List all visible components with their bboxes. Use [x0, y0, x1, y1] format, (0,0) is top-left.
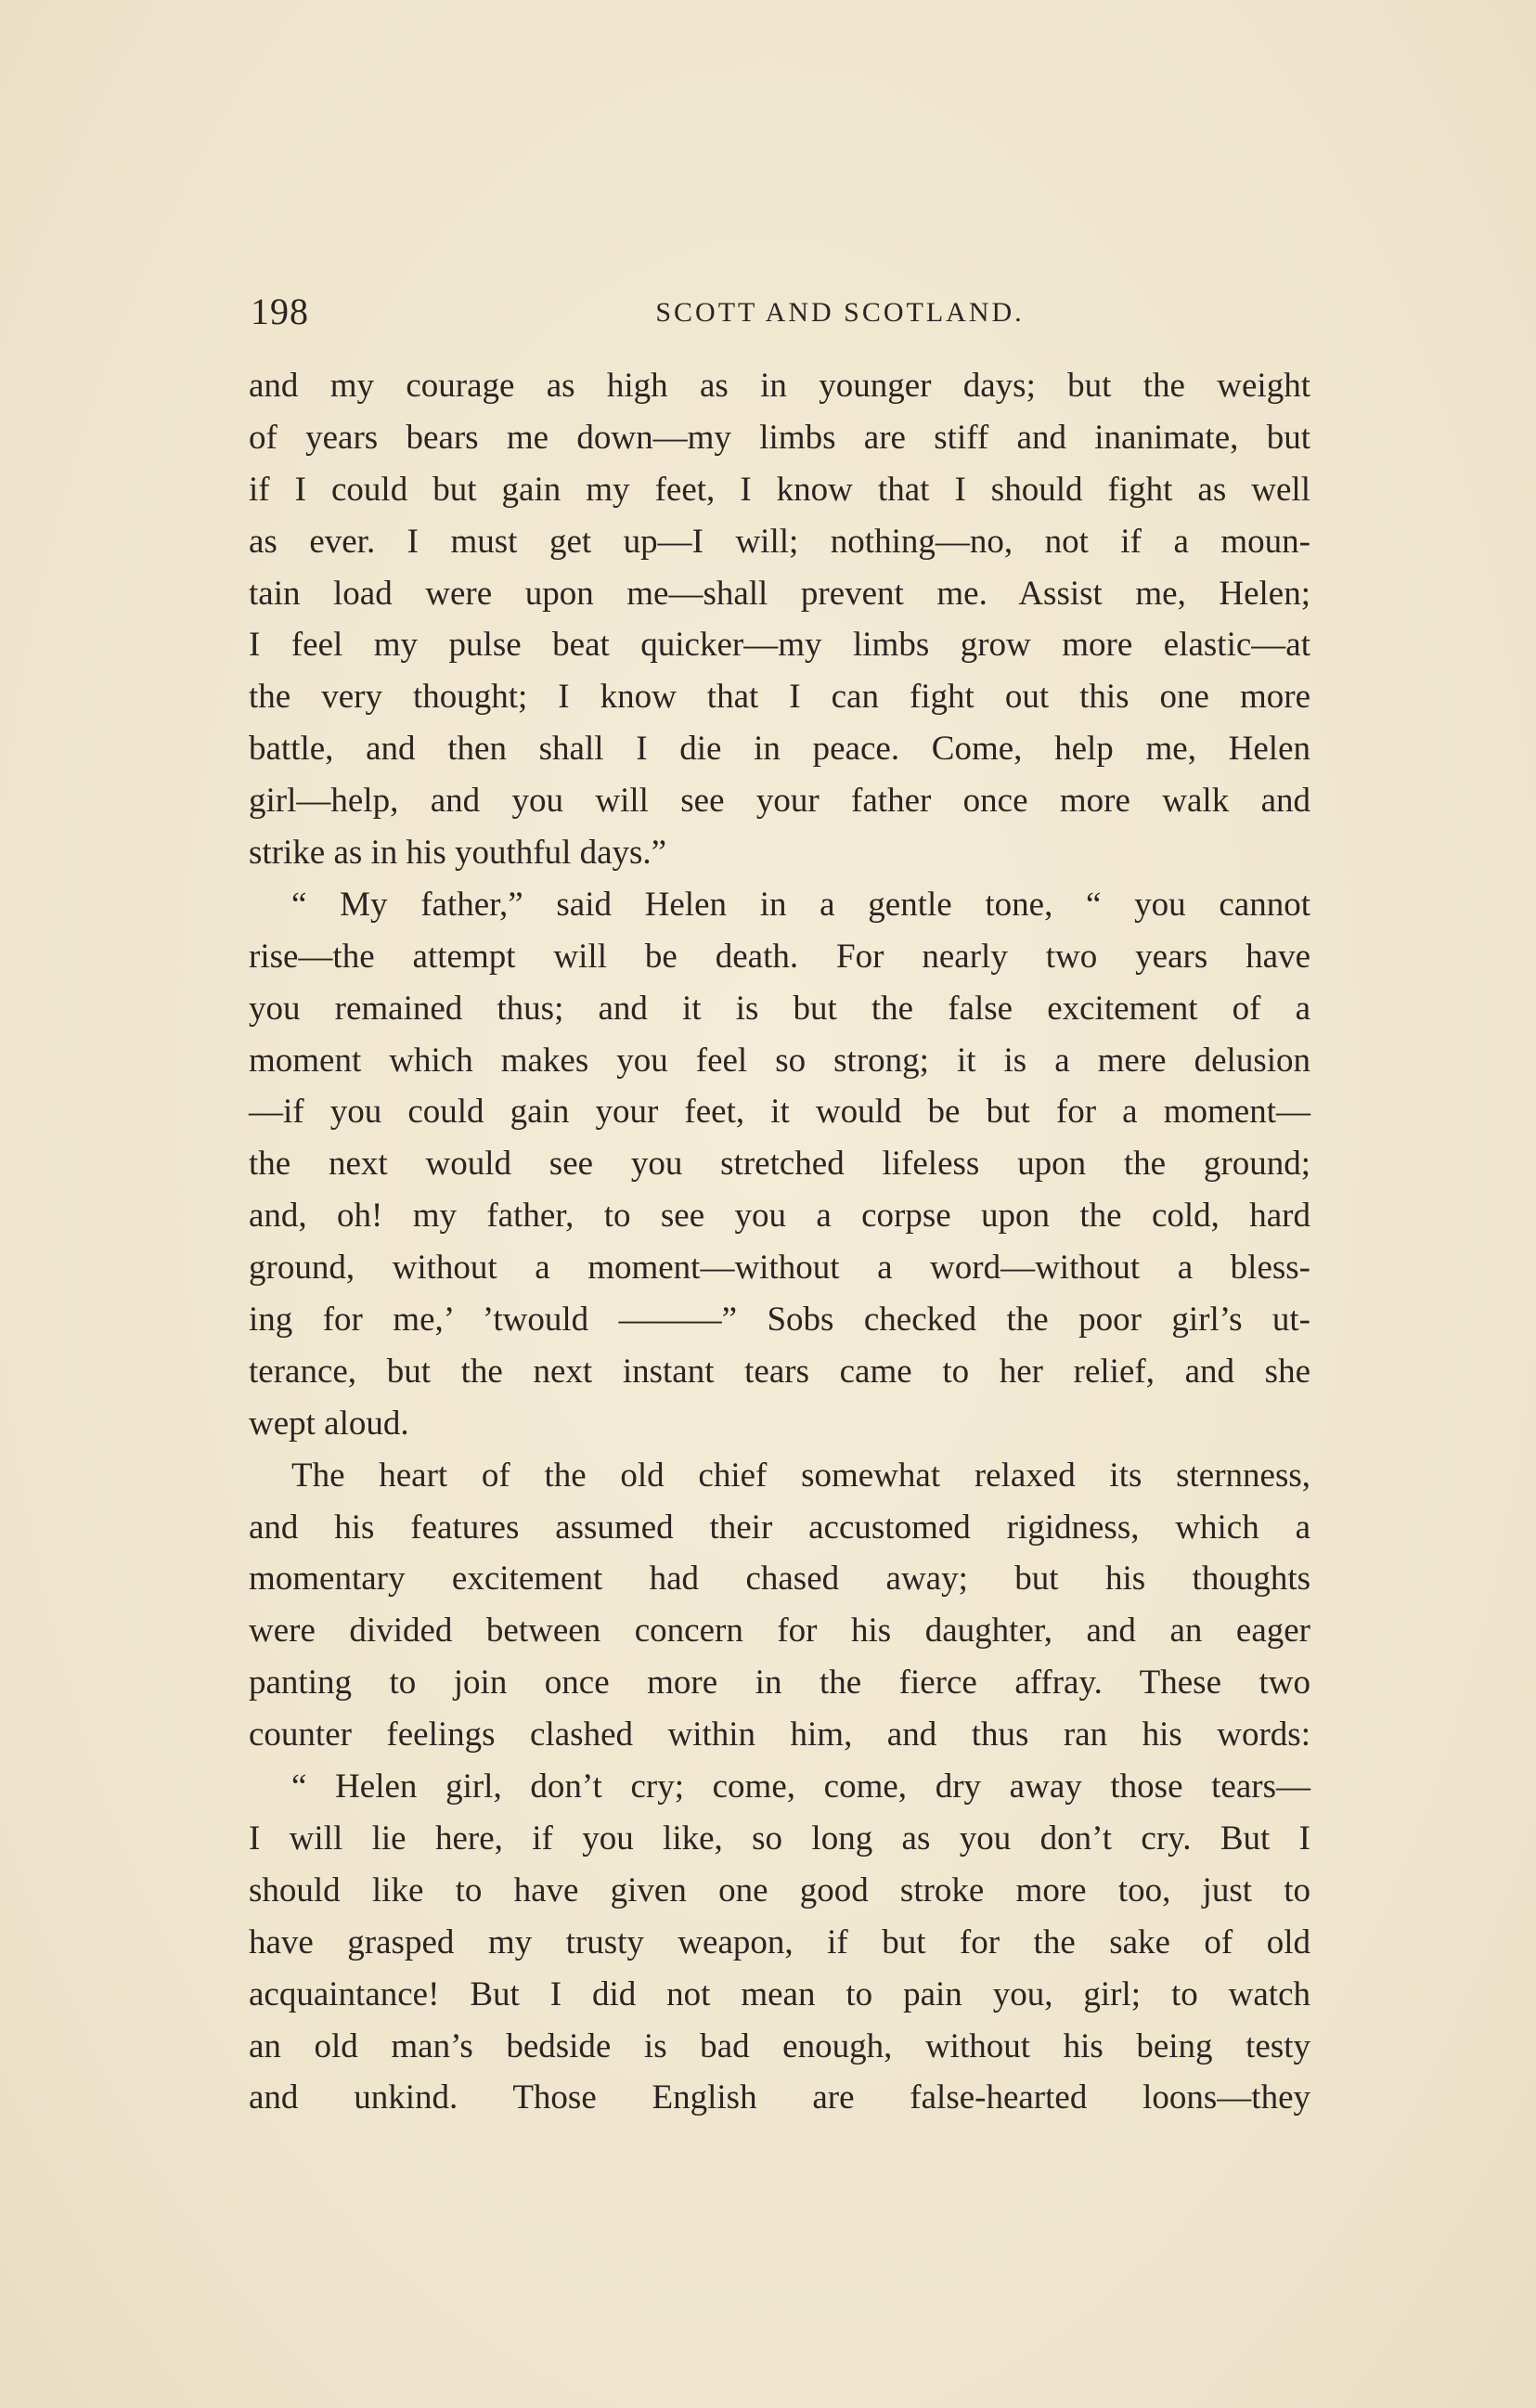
text-line: momentary excitement had chased away; but his thoughts [249, 1560, 1310, 1599]
text-line: counter feelings clashed within him, and thus ran his words: [249, 1715, 1310, 1754]
text-line: I will lie here, if you like, so long as you don’t cry. But I [249, 1819, 1310, 1858]
text-line: should like to have given one good stroke more too, just to [249, 1871, 1310, 1910]
text-line: —if you could gain your feet, it would be but for a moment— [249, 1093, 1310, 1132]
text-line: The heart of the old chief somewhat relaxed its sternness, [291, 1456, 1310, 1495]
text-line: terance, but the next instant tears came to her relief, and she [249, 1352, 1310, 1391]
text-line: strike as in his youthful days.” [249, 834, 667, 873]
text-line: tain load were upon me—shall prevent me. Assist me, Helen; [249, 574, 1310, 613]
text-line: as ever. I must get up—I will; nothing—no, not if a moun- [249, 522, 1310, 561]
text-line: acquaintance! But I did not mean to pain you, girl; to watch [249, 1974, 1310, 2013]
text-line: and, oh! my father, to see you a corpse upon the cold, hard [249, 1197, 1310, 1236]
text-line: and his features assumed their accustomed rigidness, which a [249, 1508, 1310, 1547]
text-line: ing for me,’ ’twould ———” Sobs checked the poor girl’s ut- [249, 1301, 1310, 1340]
text-line: panting to join once more in the fierce affray. These two [249, 1664, 1310, 1702]
text-line: if I could but gain my feet, I know that I should fight as well [249, 470, 1310, 509]
body-text [249, 360, 1310, 2124]
text-line: of years bears me down—my limbs are stiff and inanimate, but [249, 418, 1310, 457]
text-line: ground, without a moment—without a word—without a bless- [249, 1249, 1310, 1288]
text-line: wept aloud. [249, 1404, 409, 1443]
text-line: have grasped my trusty weapon, if but for the sake of old [249, 1923, 1310, 1961]
text-line: you remained thus; and it is but the false excitement of a [249, 989, 1310, 1028]
text-line: were divided between concern for his daughter, and an eager [249, 1612, 1310, 1651]
text-line: an old man’s bedside is bad enough, without his being testy [249, 2026, 1310, 2065]
text-line: and unkind. Those English are false-hearted loons—they [249, 2078, 1310, 2117]
text-line: moment which makes you feel so strong; it is a mere delusion [249, 1041, 1310, 1080]
text-line: battle, and then shall I die in peace. Come, help me, Helen [249, 730, 1310, 769]
page-number: 198 [251, 291, 309, 332]
text-line: I feel my pulse beat quicker—my limbs grow more elastic—at [249, 626, 1310, 665]
text-line: and my courage as high as in younger days; but the weight [249, 367, 1310, 405]
text-line: “ Helen girl, don’t cry; come, come, dry away those tears— [291, 1767, 1310, 1806]
page-header [251, 290, 1309, 336]
text-line: girl—help, and you will see your father once more walk and [249, 782, 1310, 821]
running-head: SCOTT AND SCOTLAND. [655, 297, 1025, 328]
text-line: the next would see you stretched lifeless upon the ground; [249, 1145, 1310, 1184]
text-line: rise—the attempt will be death. For nearly two years have [249, 937, 1310, 976]
text-line: “ My father,” said Helen in a gentle tone, “ you cannot [291, 885, 1310, 924]
text-line: the very thought; I know that I can fight out this one more [249, 678, 1310, 717]
